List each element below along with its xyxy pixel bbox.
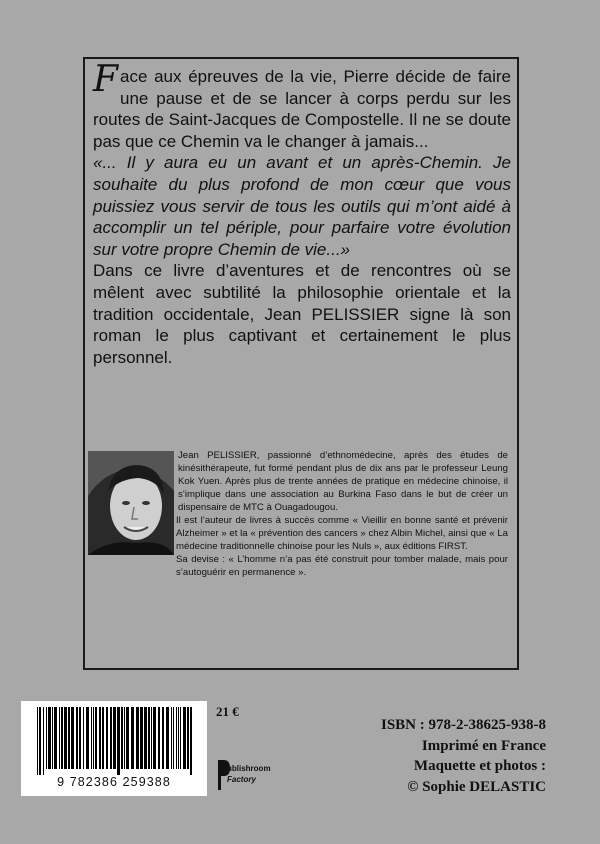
author-bio — [178, 449, 508, 579]
barcode-bar — [140, 707, 143, 769]
author-photo — [88, 451, 174, 555]
barcode-bar — [166, 707, 169, 769]
barcode-bar — [106, 707, 108, 769]
barcode-bar — [117, 707, 120, 775]
price: 21 € — [216, 704, 239, 719]
barcode-bars — [21, 701, 207, 777]
barcode-bar — [61, 707, 63, 769]
isbn: ISBN : 978-2-38625-938-8 — [381, 717, 546, 733]
barcode-bar — [124, 707, 125, 769]
barcode-bar — [173, 707, 174, 769]
barcode-bar — [79, 707, 81, 769]
barcode-bar — [136, 707, 139, 769]
publisher-name: ublishroom — [227, 764, 271, 773]
barcode-bar — [76, 707, 78, 769]
barcode-bar — [183, 707, 186, 769]
barcode-bar — [83, 707, 84, 769]
barcode-bar — [99, 707, 101, 769]
publisher-logo — [216, 756, 286, 796]
barcode-bar — [43, 707, 44, 775]
publisher-subname: Factory — [227, 775, 256, 784]
blurb-quote: «... Il y aura eu un avant et un après-Chemin. Je souhaite du plus profond de mon cœur que vous puissiez vous servir de tous les outils qui m’ont aidé à accomplir un tel périple, pour parfaire votre évolution sur votre propre Chemin de vie...» — [93, 153, 511, 259]
credit-label: Maquette et photos : — [413, 758, 546, 774]
barcode-bar — [39, 707, 41, 775]
barcode-bar — [95, 707, 97, 769]
barcode-bar — [59, 707, 60, 769]
barcode-bar — [37, 707, 38, 775]
blurb-intro-text: ace aux épreuves de la vie, Pierre décide de faire une pause et de se lancer à corps perdu sur les routes de Saint-Jacques de Compostelle. Il ne se doute pas que ce Chemin va le changer à jamais... — [93, 67, 511, 151]
barcode-bar — [148, 707, 150, 769]
barcode-bar — [190, 707, 192, 775]
barcode-bar — [93, 707, 94, 769]
barcode-digits: 9 782386 259388 — [57, 775, 171, 789]
barcode-bar — [151, 707, 152, 769]
barcode-bar — [54, 707, 57, 769]
drop-cap: F — [93, 59, 118, 100]
barcode-bar — [64, 707, 67, 769]
barcode-bar — [187, 707, 189, 769]
bio-paragraph-1: Jean PELISSIER, passionné d’ethnomédecine, après des études de kinésithérapeute, fut formé pendant plus de dix ans par le professeur Leung Kok Yuen. Après plus de trente années de pratique en médecine chinoise, il s’implique dans une association au Burkina Faso dans le but de créer un dispensaire de MTC à Ouagadougou. — [178, 450, 508, 513]
barcode-bar — [48, 707, 51, 769]
barcode-bar — [71, 707, 74, 769]
barcode-bar — [153, 707, 156, 769]
imprint-block — [381, 715, 546, 797]
barcode — [21, 701, 207, 796]
barcode-bar — [121, 707, 123, 769]
barcode-bar — [162, 707, 164, 769]
barcode-bar — [86, 707, 89, 769]
author-portrait-image — [88, 451, 174, 555]
barcode-bar — [131, 707, 134, 769]
blurb-body: Dans ce livre d’aventures et de rencontres où se mêlent avec subtilité la philosophie orientale et la tradition occidentale, Jean PELISSIER signe là son roman le plus captivant et certainement le plus personnel. — [93, 261, 511, 367]
barcode-bar — [91, 707, 92, 769]
barcode-bar — [178, 707, 179, 769]
barcode-bar — [158, 707, 160, 769]
barcode-bar — [113, 707, 116, 769]
barcode-bar — [102, 707, 104, 769]
printed-in: Imprimé en France — [421, 737, 546, 754]
barcode-bar — [126, 707, 129, 769]
barcode-bar — [176, 707, 177, 769]
barcode-bar — [110, 707, 112, 769]
barcode-bar — [144, 707, 147, 769]
back-cover-blurb — [93, 59, 511, 368]
bio-paragraph-2: Il est l’auteur de livres à succès comme « Vieillir en bonne santé et prévenir Alzheimer » et la « prévention des cancers » chez Albin Michel, ainsi que « La médecine traditionnelle chinoise pour les Nuls », aux éditions FIRST. — [176, 515, 508, 552]
barcode-bar — [68, 707, 70, 769]
barcode-bar — [52, 707, 53, 769]
barcode-bar — [171, 707, 172, 769]
barcode-bar — [180, 707, 181, 769]
blurb-intro — [93, 59, 511, 152]
bio-paragraph-3: Sa devise : « L’homme n’a pas été construit pour tomber malade, mais pour s’autoguérir en permanence ». — [176, 554, 508, 578]
credit-name: © Sophie DELASTIC — [407, 778, 546, 795]
barcode-bar — [46, 707, 47, 769]
